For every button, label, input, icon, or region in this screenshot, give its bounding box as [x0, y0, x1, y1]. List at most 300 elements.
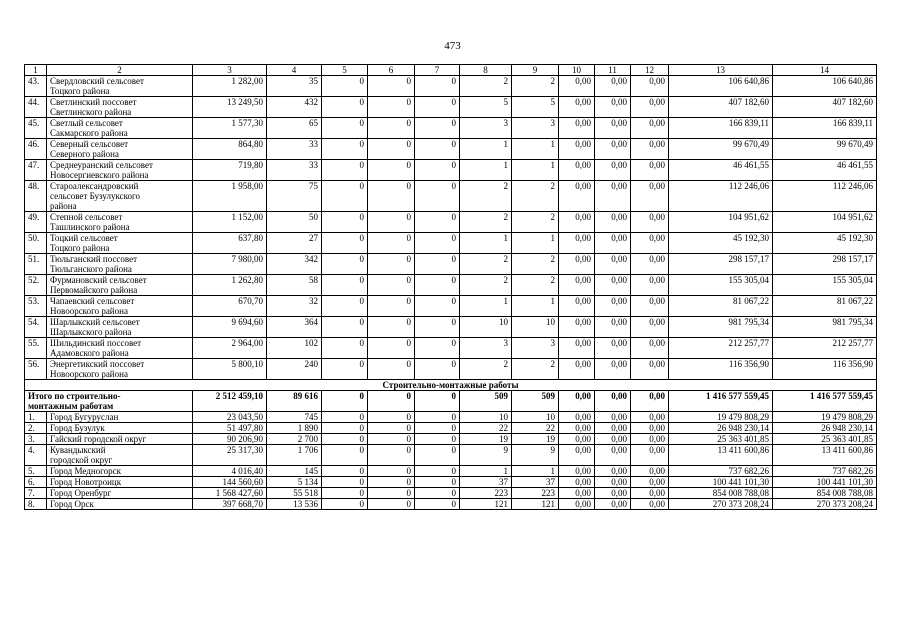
value-cell-c13: 13 411 600,86: [669, 445, 773, 466]
name-line: Город Орск: [50, 499, 94, 509]
value-cell-c4: 364: [267, 317, 322, 338]
value-cell-c8: 509: [460, 391, 512, 412]
value-cell-c5: 0: [322, 139, 368, 160]
value-cell-c3: 1 282,00: [193, 76, 267, 97]
column-number-cell: 11: [595, 65, 631, 76]
row-number-cell: 47.: [25, 160, 47, 181]
value-cell-c13: 116 356,90: [669, 359, 773, 380]
value-cell-c11: 0,00: [595, 445, 631, 466]
value-cell-c14: 25 363 401,85: [773, 434, 877, 445]
value-cell-c6: 0: [368, 76, 415, 97]
row-number-cell: 44.: [25, 97, 47, 118]
value-cell-c4: 342: [267, 254, 322, 275]
value-cell-c14: 13 411 600,86: [773, 445, 877, 466]
value-cell-c5: 0: [322, 118, 368, 139]
value-cell-c13: 46 461,55: [669, 160, 773, 181]
value-cell-c3: 2 512 459,10: [193, 391, 267, 412]
value-cell-c10: 0,00: [559, 254, 595, 275]
value-cell-c4: 745: [267, 412, 322, 423]
name-line: Среднеуранский сельсовет: [50, 160, 153, 170]
value-cell-c10: 0,00: [559, 160, 595, 181]
value-cell-c14: 112 246,06: [773, 181, 877, 212]
table-row: [25, 499, 877, 510]
value-cell-c3: 1 152,00: [193, 212, 267, 233]
value-cell-c8: 3: [460, 338, 512, 359]
value-cell-c7: 0: [415, 391, 460, 412]
value-cell-c7: 0: [415, 139, 460, 160]
value-cell-c12: 0,00: [631, 296, 669, 317]
name-line: Кувандыкский: [50, 445, 106, 455]
value-cell-c8: 1: [460, 233, 512, 254]
value-cell-c12: 0,00: [631, 160, 669, 181]
table-row: [25, 338, 877, 359]
value-cell-c3: 5 800,10: [193, 359, 267, 380]
value-cell-c12: 0,00: [631, 488, 669, 499]
value-cell-c14: 100 441 101,30: [773, 477, 877, 488]
value-cell-c6: 0: [368, 254, 415, 275]
value-cell-c4: 55 518: [267, 488, 322, 499]
name-line: Тоцкого района: [50, 86, 110, 96]
value-cell-c5: 0: [322, 212, 368, 233]
value-cell-c6: 0: [368, 233, 415, 254]
column-number-cell: 14: [773, 65, 877, 76]
value-cell-c10: 0,00: [559, 139, 595, 160]
value-cell-c9: 2: [512, 76, 559, 97]
value-cell-c3: 51 497,80: [193, 423, 267, 434]
value-cell-c10: 0,00: [559, 434, 595, 445]
name-line: Староалександровский: [50, 181, 139, 191]
value-cell-c12: 0,00: [631, 76, 669, 97]
value-cell-c4: 58: [267, 275, 322, 296]
name-line: Ташлинского района: [50, 222, 130, 232]
value-cell-c14: 854 008 788,08: [773, 488, 877, 499]
value-cell-c5: 0: [322, 296, 368, 317]
value-cell-c3: 9 694,60: [193, 317, 267, 338]
value-cell-c10: 0,00: [559, 275, 595, 296]
value-cell-c13: 26 948 230,14: [669, 423, 773, 434]
value-cell-c11: 0,00: [595, 76, 631, 97]
value-cell-c11: 0,00: [595, 423, 631, 434]
municipality-name-cell: [47, 139, 193, 160]
name-line: Чапаевский сельсовет: [50, 296, 135, 306]
column-number-cell: 13: [669, 65, 773, 76]
name-line: Новоорского района: [50, 369, 128, 379]
value-cell-c7: 0: [415, 181, 460, 212]
value-cell-c5: 0: [322, 97, 368, 118]
value-cell-c9: 5: [512, 97, 559, 118]
column-number-cell: 9: [512, 65, 559, 76]
value-cell-c14: 212 257,77: [773, 338, 877, 359]
value-cell-c9: 19: [512, 434, 559, 445]
value-cell-c10: 0,00: [559, 296, 595, 317]
value-cell-c9: 3: [512, 118, 559, 139]
value-cell-c5: 0: [322, 317, 368, 338]
value-cell-c4: 75: [267, 181, 322, 212]
column-number-cell: 5: [322, 65, 368, 76]
value-cell-c12: 0,00: [631, 118, 669, 139]
value-cell-c9: 2: [512, 181, 559, 212]
value-cell-c12: 0,00: [631, 139, 669, 160]
value-cell-c14: 99 670,49: [773, 139, 877, 160]
value-cell-c6: 0: [368, 434, 415, 445]
row-number-cell: 50.: [25, 233, 47, 254]
value-cell-c9: 37: [512, 477, 559, 488]
value-cell-c8: 2: [460, 212, 512, 233]
value-cell-c8: 1: [460, 139, 512, 160]
value-cell-c8: 10: [460, 412, 512, 423]
value-cell-c10: 0,00: [559, 181, 595, 212]
value-cell-c13: 45 192,30: [669, 233, 773, 254]
row-number-cell: 7.: [25, 488, 47, 499]
name-line: городской округ: [50, 455, 113, 465]
value-cell-c12: 0,00: [631, 391, 669, 412]
value-cell-c12: 0,00: [631, 423, 669, 434]
value-cell-c12: 0,00: [631, 466, 669, 477]
value-cell-c9: 10: [512, 412, 559, 423]
value-cell-c4: 27: [267, 233, 322, 254]
value-cell-c12: 0,00: [631, 254, 669, 275]
name-line: сельсовет Бузулукского: [50, 191, 140, 201]
section-row: [25, 380, 877, 391]
value-cell-c14: 104 951,62: [773, 212, 877, 233]
value-cell-c5: 0: [322, 466, 368, 477]
value-cell-c9: 3: [512, 338, 559, 359]
column-number-cell: 10: [559, 65, 595, 76]
name-line: Тоцкий сельсовет: [50, 233, 118, 243]
value-cell-c13: 212 257,77: [669, 338, 773, 359]
value-cell-c9: 121: [512, 499, 559, 510]
value-cell-c8: 5: [460, 97, 512, 118]
value-cell-c8: 2: [460, 359, 512, 380]
name-line: Итого по строительно-: [28, 391, 121, 401]
value-cell-c4: 89 616: [267, 391, 322, 412]
value-cell-c13: 166 839,11: [669, 118, 773, 139]
value-cell-c5: 0: [322, 477, 368, 488]
table-row: [25, 76, 877, 97]
name-line: Город Новотроицк: [50, 477, 122, 487]
value-cell-c12: 0,00: [631, 233, 669, 254]
value-cell-c11: 0,00: [595, 477, 631, 488]
value-cell-c11: 0,00: [595, 139, 631, 160]
column-number-cell: 8: [460, 65, 512, 76]
table-row: [25, 97, 877, 118]
value-cell-c4: 2 700: [267, 434, 322, 445]
value-cell-c3: 2 964,00: [193, 338, 267, 359]
name-line: Город Медногорск: [50, 466, 121, 476]
value-cell-c11: 0,00: [595, 118, 631, 139]
value-cell-c7: 0: [415, 466, 460, 477]
name-line: района: [50, 201, 77, 211]
value-cell-c6: 0: [368, 118, 415, 139]
value-cell-c6: 0: [368, 359, 415, 380]
value-cell-c10: 0,00: [559, 488, 595, 499]
value-cell-c13: 407 182,60: [669, 97, 773, 118]
value-cell-c8: 1: [460, 466, 512, 477]
value-cell-c5: 0: [322, 434, 368, 445]
municipality-name-cell: [47, 118, 193, 139]
table-row: [25, 466, 877, 477]
value-cell-c14: 26 948 230,14: [773, 423, 877, 434]
table-row: [25, 296, 877, 317]
value-cell-c13: 155 305,04: [669, 275, 773, 296]
name-line: Город Бугуруслан: [50, 412, 119, 422]
value-cell-c12: 0,00: [631, 338, 669, 359]
value-cell-c10: 0,00: [559, 359, 595, 380]
value-cell-c5: 0: [322, 254, 368, 275]
value-cell-c7: 0: [415, 212, 460, 233]
value-cell-c7: 0: [415, 97, 460, 118]
municipality-name-cell: [47, 477, 193, 488]
value-cell-c8: 2: [460, 76, 512, 97]
value-cell-c3: 637,80: [193, 233, 267, 254]
row-number-cell: 46.: [25, 139, 47, 160]
value-cell-c11: 0,00: [595, 233, 631, 254]
municipality-name-cell: [47, 466, 193, 477]
value-cell-c8: 22: [460, 423, 512, 434]
value-cell-c13: 100 441 101,30: [669, 477, 773, 488]
value-cell-c9: 2: [512, 275, 559, 296]
value-cell-c9: 1: [512, 466, 559, 477]
value-cell-c13: 104 951,62: [669, 212, 773, 233]
value-cell-c5: 0: [322, 412, 368, 423]
value-cell-c12: 0,00: [631, 412, 669, 423]
value-cell-c11: 0,00: [595, 499, 631, 510]
value-cell-c3: 4 016,40: [193, 466, 267, 477]
value-cell-c5: 0: [322, 423, 368, 434]
name-line: Светлинский поссовет: [50, 97, 137, 107]
value-cell-c11: 0,00: [595, 317, 631, 338]
value-cell-c14: 81 067,22: [773, 296, 877, 317]
value-cell-c12: 0,00: [631, 434, 669, 445]
column-number-cell: 6: [368, 65, 415, 76]
column-number-cell: 3: [193, 65, 267, 76]
value-cell-c9: 22: [512, 423, 559, 434]
row-number-cell: 8.: [25, 499, 47, 510]
row-number-cell: 56.: [25, 359, 47, 380]
value-cell-c8: 9: [460, 445, 512, 466]
value-cell-c6: 0: [368, 423, 415, 434]
name-line: Адамовского района: [50, 348, 129, 358]
row-number-cell: 49.: [25, 212, 47, 233]
value-cell-c5: 0: [322, 359, 368, 380]
value-cell-c12: 0,00: [631, 359, 669, 380]
value-cell-c4: 33: [267, 160, 322, 181]
value-cell-c14: 270 373 208,24: [773, 499, 877, 510]
value-cell-c14: 981 795,34: [773, 317, 877, 338]
row-number-cell: 53.: [25, 296, 47, 317]
value-cell-c10: 0,00: [559, 423, 595, 434]
value-cell-c6: 0: [368, 391, 415, 412]
value-cell-c8: 1: [460, 296, 512, 317]
row-number-cell: 55.: [25, 338, 47, 359]
value-cell-c11: 0,00: [595, 466, 631, 477]
value-cell-c8: 223: [460, 488, 512, 499]
row-number-cell: 45.: [25, 118, 47, 139]
value-cell-c12: 0,00: [631, 445, 669, 466]
table-row: [25, 118, 877, 139]
value-cell-c7: 0: [415, 296, 460, 317]
table-row: [25, 423, 877, 434]
value-cell-c7: 0: [415, 499, 460, 510]
value-cell-c3: 144 560,60: [193, 477, 267, 488]
value-cell-c6: 0: [368, 499, 415, 510]
value-cell-c9: 2: [512, 212, 559, 233]
name-line: Шильдинский поссовет: [50, 338, 142, 348]
row-number-cell: 43.: [25, 76, 47, 97]
value-cell-c4: 13 536: [267, 499, 322, 510]
value-cell-c11: 0,00: [595, 160, 631, 181]
table-row: [25, 233, 877, 254]
name-line: Город Бузулук: [50, 423, 105, 433]
name-line: Первомайского района: [50, 285, 138, 295]
municipality-name-cell: [47, 233, 193, 254]
value-cell-c10: 0,00: [559, 499, 595, 510]
name-line: Тюльганского района: [50, 264, 132, 274]
value-cell-c7: 0: [415, 76, 460, 97]
value-cell-c10: 0,00: [559, 212, 595, 233]
value-cell-c7: 0: [415, 233, 460, 254]
value-cell-c6: 0: [368, 488, 415, 499]
value-cell-c3: 13 249,50: [193, 97, 267, 118]
table-row: [25, 181, 877, 212]
value-cell-c11: 0,00: [595, 97, 631, 118]
name-line: Северный сельсовет: [50, 139, 129, 149]
value-cell-c13: 106 640,86: [669, 76, 773, 97]
value-cell-c11: 0,00: [595, 359, 631, 380]
value-cell-c10: 0,00: [559, 233, 595, 254]
value-cell-c11: 0,00: [595, 296, 631, 317]
value-cell-c9: 2: [512, 254, 559, 275]
value-cell-c12: 0,00: [631, 212, 669, 233]
value-cell-c6: 0: [368, 317, 415, 338]
value-cell-c8: 1: [460, 160, 512, 181]
municipality-name-cell: [47, 76, 193, 97]
value-cell-c7: 0: [415, 488, 460, 499]
value-cell-c4: 65: [267, 118, 322, 139]
table-row: [25, 254, 877, 275]
value-cell-c11: 0,00: [595, 434, 631, 445]
name-line: Новоорского района: [50, 306, 128, 316]
value-cell-c8: 2: [460, 254, 512, 275]
row-number-cell: 51.: [25, 254, 47, 275]
value-cell-c5: 0: [322, 233, 368, 254]
value-cell-c10: 0,00: [559, 97, 595, 118]
value-cell-c10: 0,00: [559, 445, 595, 466]
value-cell-c4: 5 134: [267, 477, 322, 488]
value-cell-c5: 0: [322, 445, 368, 466]
row-number-cell: 3.: [25, 434, 47, 445]
page-number: 473: [444, 40, 461, 52]
table-row: [25, 477, 877, 488]
value-cell-c5: 0: [322, 76, 368, 97]
municipality-name-cell: [47, 434, 193, 445]
municipality-name-cell: [47, 359, 193, 380]
value-cell-c7: 0: [415, 118, 460, 139]
value-cell-c10: 0,00: [559, 76, 595, 97]
column-number-cell: 7: [415, 65, 460, 76]
value-cell-c7: 0: [415, 254, 460, 275]
value-cell-c7: 0: [415, 317, 460, 338]
value-cell-c9: 223: [512, 488, 559, 499]
name-line: Тоцкого района: [50, 243, 110, 253]
table-row: [25, 488, 877, 499]
value-cell-c14: 116 356,90: [773, 359, 877, 380]
value-cell-c4: 102: [267, 338, 322, 359]
value-cell-c5: 0: [322, 181, 368, 212]
table-row: [25, 412, 877, 423]
value-cell-c4: 432: [267, 97, 322, 118]
municipality-name-cell: [47, 97, 193, 118]
table-row: [25, 434, 877, 445]
name-line: Светлинского района: [50, 107, 132, 117]
total-row: [25, 391, 877, 412]
value-cell-c4: 35: [267, 76, 322, 97]
value-cell-c13: 298 157,17: [669, 254, 773, 275]
section-title: Строительно-монтажные работы: [25, 380, 877, 391]
name-line: Шарлыкского района: [50, 327, 132, 337]
value-cell-c13: 854 008 788,08: [669, 488, 773, 499]
value-cell-c12: 0,00: [631, 317, 669, 338]
value-cell-c9: 1: [512, 233, 559, 254]
value-cell-c8: 121: [460, 499, 512, 510]
column-number-cell: 4: [267, 65, 322, 76]
value-cell-c9: 2: [512, 359, 559, 380]
table-row: [25, 160, 877, 181]
value-cell-c4: 1 706: [267, 445, 322, 466]
value-cell-c13: 737 682,26: [669, 466, 773, 477]
municipality-name-cell: [47, 212, 193, 233]
value-cell-c11: 0,00: [595, 181, 631, 212]
value-cell-c6: 0: [368, 139, 415, 160]
table-row: [25, 139, 877, 160]
row-number-cell: 54.: [25, 317, 47, 338]
value-cell-c4: 32: [267, 296, 322, 317]
value-cell-c10: 0,00: [559, 338, 595, 359]
value-cell-c13: 81 067,22: [669, 296, 773, 317]
value-cell-c4: 145: [267, 466, 322, 477]
value-cell-c13: 19 479 808,29: [669, 412, 773, 423]
value-cell-c5: 0: [322, 391, 368, 412]
municipality-name-cell: [47, 296, 193, 317]
value-cell-c7: 0: [415, 359, 460, 380]
value-cell-c10: 0,00: [559, 118, 595, 139]
value-cell-c8: 3: [460, 118, 512, 139]
name-line: Шарлыкский сельсовет: [50, 317, 140, 327]
value-cell-c10: 0,00: [559, 391, 595, 412]
value-cell-c12: 0,00: [631, 477, 669, 488]
value-cell-c13: 981 795,34: [669, 317, 773, 338]
name-line: Новосергиевского района: [50, 170, 149, 180]
value-cell-c12: 0,00: [631, 275, 669, 296]
municipality-name-cell: [25, 391, 193, 412]
municipality-name-cell: [47, 160, 193, 181]
value-cell-c7: 0: [415, 338, 460, 359]
value-cell-c8: 37: [460, 477, 512, 488]
value-cell-c10: 0,00: [559, 466, 595, 477]
value-cell-c7: 0: [415, 477, 460, 488]
municipality-name-cell: [47, 445, 193, 466]
row-number-cell: 6.: [25, 477, 47, 488]
value-cell-c12: 0,00: [631, 181, 669, 212]
value-cell-c6: 0: [368, 181, 415, 212]
value-cell-c14: 166 839,11: [773, 118, 877, 139]
municipality-name-cell: [47, 488, 193, 499]
value-cell-c12: 0,00: [631, 499, 669, 510]
value-cell-c3: 670,70: [193, 296, 267, 317]
value-cell-c5: 0: [322, 488, 368, 499]
table-row: [25, 212, 877, 233]
row-number-cell: 1.: [25, 412, 47, 423]
